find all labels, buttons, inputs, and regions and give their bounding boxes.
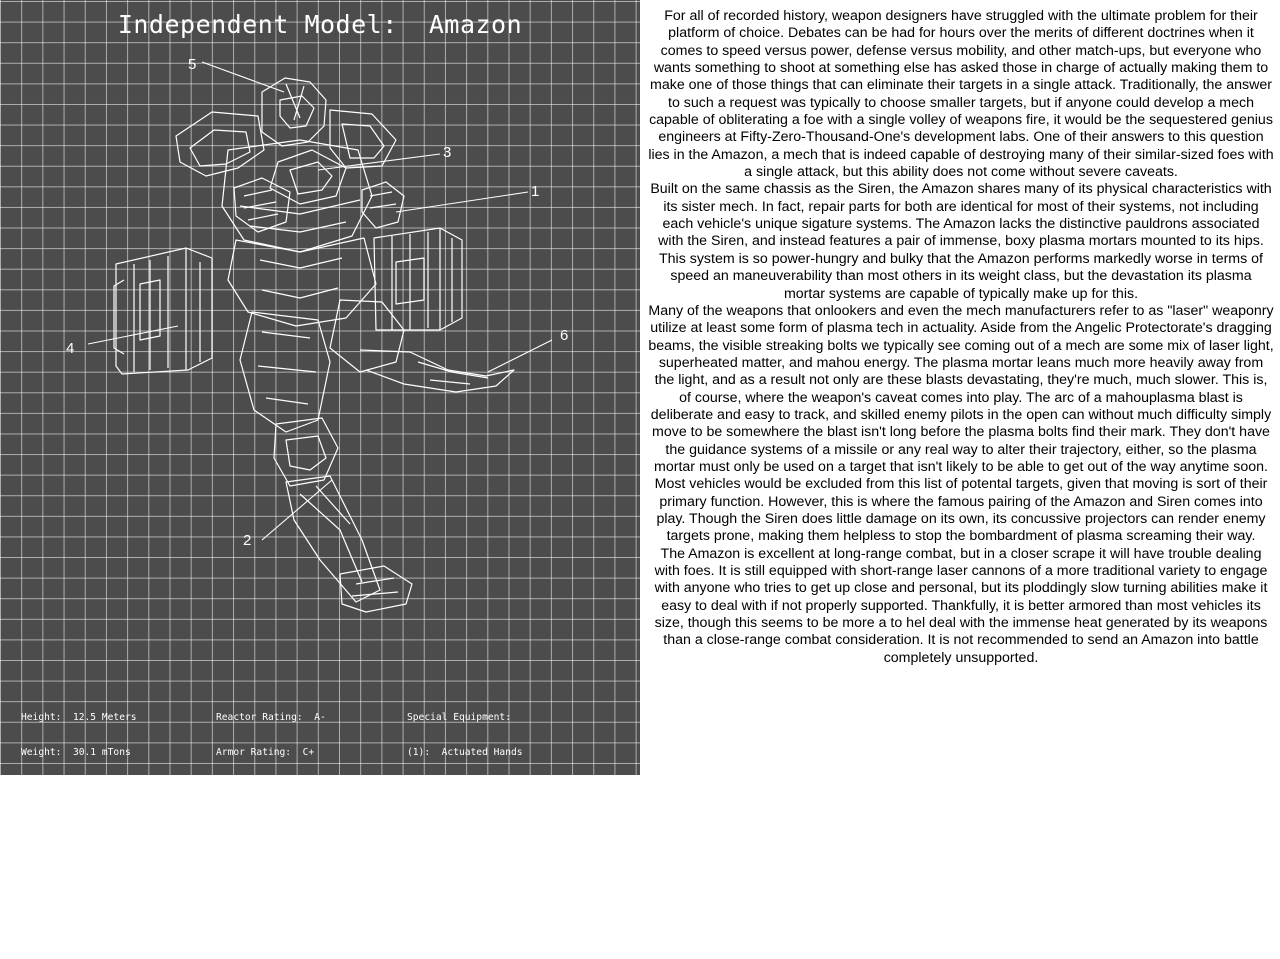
stat-manufactured: Manufactured: LOCI Planets	[21, 853, 183, 865]
callout-2: 2	[243, 532, 252, 549]
equipment-1: (1): Actuated Hands	[407, 746, 523, 758]
callout-4: 4	[66, 340, 75, 357]
paragraph-1: For all of recorded history, weapon designers have struggled with the ultimate problem for their platform of choice. Debates can be had for hours over the merits of different doctrines when it comes to speed versus power, defense versus mobility, and other match-ups, but everyone who wants something to shoot at something else has asked those in charge of actually making them to make one of those things that can eliminate their targets in a single attack. Traditionally, the answer to such a request was typically to choose smaller targets, but if anyone could develop a mech capable of obliterating a foe with a single volley of weapons fire, it would be the sequestered genius engineers at Fifty-Zero-Thousand-One's development labs. One of their answers to this question lies in the Amazon, a mech that is indeed capable of destroying many of their similar-sized foes with a single attack, but this ability does not come without severe caveats.	[648, 8, 1274, 181]
blueprint-title: Independent Model: Amazon	[117, 10, 523, 39]
equipment-6: (6): Impact Absorbtion Knees	[407, 923, 575, 935]
paragraph-2: Built on the same chassis as the Siren, the Amazon shares many of its physical characteristics with its sister mech. In fact, repair parts for both are identical for most of their systems, not including each vehicle's unique sigature systems. The Amazon lacks the distinctive pauldrons associated with the Siren, and instead features a pair of immense, boxy plasma mortars mounted to its hips. This system is so power-hungry and bulky that the Amazon performs markedly worse in terms of speed an maneuverability than most others in its weight class, but the devastation its plasma mortar systems are capable of typically make up for this.	[650, 181, 1272, 302]
leader-2	[262, 480, 332, 540]
paragraph-3: Many of the weapons that onlookers and even the mech manufacturers refer to as "laser" weaponry utilize at least some form of plasma tech in actuality. Aside from the Angelic Protectorate's dragging beams, the visible streaking bolts we typically see coming out of a mech are some mix of laser light, superheated matter, and mahou energy. The plasma mortar leans much more heavily away from the light, and as a result not only are these blasts devastating, they're much, much slower. This is, of course, where the weapon's caveat comes into play. The arc of a mahouplasma blast is deliberate and easy to track, and skilled enemy pilots in the open can without much difficulty simply move to be somewhere the blast isn't long before the plasma bolts find their mark. They don't have the guidance systems of a missile or any real way to alter their trajectory, either, so the plasma mortar must only be used on a target that isn't likely to be able to get out of the way anytime soon. Most vehicles would be excluded from this list of potental targets, given that moving is sort of their primary function. However, this is where the famous pairing of the Amazon and Siren comes into play. Though the Siren does little damage on its own, its concussive projectors can render enemy targets prone, making them helpless to stop the bombardment of plasma screaming their way.	[648, 302, 1274, 545]
stats-special-equipment	[407, 688, 575, 959]
stat-developed: Developed: LOCI 50-0-1000-1	[21, 817, 183, 829]
leader-5	[202, 62, 284, 92]
rating-top-speed: Top Speed Rating: C-	[213, 853, 335, 865]
equipment-4: (4): Plasma Mortars	[407, 853, 523, 865]
leader-4	[88, 326, 178, 344]
blueprint-panel	[0, 0, 640, 935]
equipment-5: (5): Predictive Targeting	[407, 888, 558, 900]
rating-armor: Armor Rating: C+	[216, 746, 315, 758]
rating-primary-armament: Primary Armament Rating: A+	[216, 782, 378, 794]
equipment-3: (3): Cockpit Double-Plating	[407, 817, 569, 829]
rating-reactor: Reactor Rating: A-	[216, 711, 326, 723]
leader-6	[488, 340, 552, 372]
special-equipment-heading: Special Equipment:	[407, 711, 511, 723]
callout-1: 1	[531, 183, 540, 200]
stat-production-year: Production Year: 1020	[21, 782, 149, 794]
leader-3	[318, 154, 440, 170]
callout-3: 3	[443, 144, 452, 161]
stat-spaceflight: Spaceflight/BioWarp: Yes/Yes	[21, 923, 189, 935]
paragraph-4: The Amazon is excellent at long-range combat, but in a closer scrape it will have trouble dealing with foes. It is still equipped with short-range laser cannons of a more traditional variety to engage with anyone who tries to get up close and personal, but its ploddingly slow turning abilities make it easy to deal with if not properly supported. Thankfully, it is better armored than most vehicles its size, though this seems to be more a to hel deal with the immense heat generated by its weapons than a close-range combat consideration. It is not recommended to send an Amazon into battle completely unsupported.	[654, 545, 1268, 666]
callout-6: 6	[560, 327, 569, 344]
stats-ratings	[213, 688, 384, 959]
stats-physical	[21, 688, 189, 959]
stat-weight: Weight: 30.1 mTons	[21, 746, 131, 758]
callout-leaders	[0, 0, 640, 775]
article-text	[648, 8, 1274, 667]
leader-1	[396, 192, 528, 212]
rating-maneuver: Maneuver Rating: B	[216, 923, 326, 935]
equipment-2: (2): Stable-Lock Legs	[407, 782, 535, 794]
rating-secondary-armament: Secondary Armament Rating: E	[216, 817, 384, 829]
callout-5: 5	[188, 56, 197, 73]
rating-shield: Shield Rating: C	[216, 888, 315, 900]
stat-role: Role: Area Denial	[21, 888, 125, 900]
stat-height: Height: 12.5 Meters	[21, 711, 137, 723]
